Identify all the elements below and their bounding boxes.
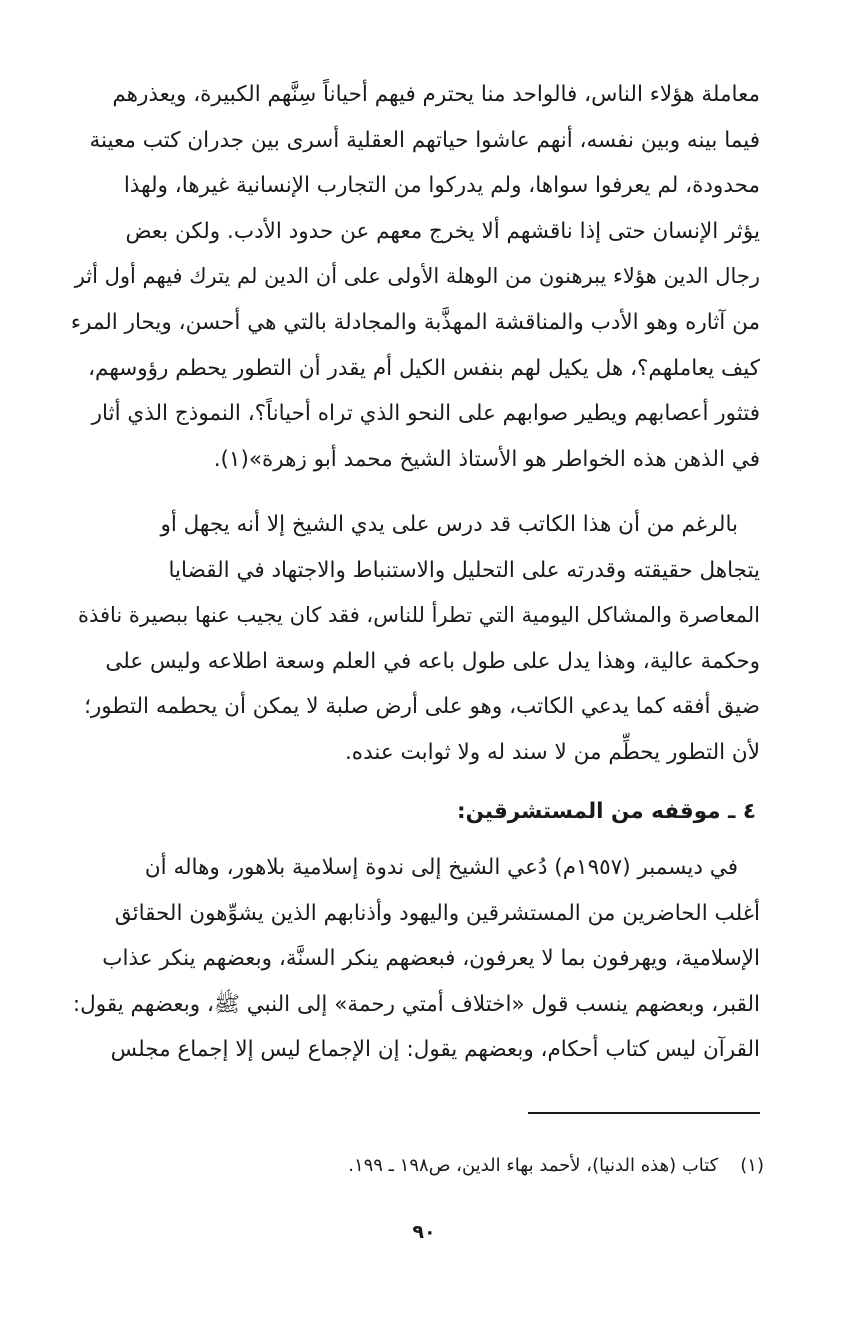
footnote bbox=[348, 1150, 764, 1182]
text-line: كيف يعاملهم؟، هل يكيل لهم بنفس الكيل أم يقدر أن التطور يحطم رؤوسهم، bbox=[88, 355, 760, 381]
text-line: القرآن ليس كتاب أحكام، وبعضهم يقول: إن الإجماع ليس إلا إجماع مجلس bbox=[110, 1037, 760, 1063]
text-line: أغلب الحاضرين من المستشرقين واليهود وأذنابهم الذين يشوِّهون الحقائق bbox=[114, 900, 760, 926]
footnote-divider bbox=[528, 1112, 760, 1114]
text-line: الإسلامية، ويهرفون بما لا يعرفون، فبعضهم ينكر السنَّة، وبعضهم ينكر عذاب bbox=[102, 946, 760, 972]
text-line: محدودة، لم يعرفوا سواها، ولم يدركوا من التجارب الإنسانية غيرها، ولهذا bbox=[123, 173, 760, 199]
text-line: معاملة هؤلاء الناس، فالواحد منا يحترم فيهم أحياناً سِنَّهم الكبيرة، ويعذرهم bbox=[112, 82, 760, 107]
section-heading: ٤ ـ موقفه من المستشرقين: bbox=[456, 799, 756, 824]
text-line: القبر، وبعضهم ينسب قول «اختلاف أمتي رحمة» إلى النبي ﷺ، وبعضهم يقول: bbox=[72, 991, 760, 1017]
text-line: رجال الدين هؤلاء يبرهنون من الوهلة الأولى على أن الدين لم يترك فيهم أول أثر bbox=[74, 264, 760, 289]
footnote-number: (١) bbox=[740, 1155, 764, 1176]
main-paragraph bbox=[68, 502, 760, 776]
text-line: من آثاره وهو الأدب والمناقشة المهذَّبة والمجادلة بالتي هي أحسن، ويحار المرء bbox=[70, 309, 760, 335]
text-line: ضيق أفقه كما يدعي الكاتب، وهو على أرض صلبة لا يمكن أن يحطمه التطور؛ bbox=[84, 694, 760, 720]
text-line: لأن التطور يحطِّم من لا سند له ولا ثوابت عنده. bbox=[344, 739, 760, 765]
text-line: يؤثر الإنسان حتى إذا ناقشهم ألا يخرج معهم عن حدود الأدب. ولكن بعض bbox=[125, 218, 760, 244]
text-line: المعاصرة والمشاكل اليومية التي تطرأ للناس، فقد كان يجيب عنها ببصيرة نافذة bbox=[77, 603, 760, 628]
section-paragraph bbox=[68, 845, 760, 1073]
text-line: فتثور أعصابهم ويطير صوابهم على النحو الذي تراه أحياناً؟، النموذج الذي أثار bbox=[91, 401, 760, 427]
text-line: فيما بينه وبين نفسه، أنهم عاشوا حياتهم العقلية أسرى بين جدران كتب معينة bbox=[89, 127, 760, 153]
text-line: في الذهن هذه الخواطر هو الأستاذ الشيخ محمد أبو زهرة»(١). bbox=[213, 446, 760, 472]
text-line: في ديسمبر (١٩٥٧م) دُعي الشيخ إلى ندوة إسلامية بلاهور، وهاله أن bbox=[144, 855, 738, 880]
footnote-text: كتاب (هذه الدنيا)، لأحمد بهاء الدين، ص١٩٨ ـ ١٩٩. bbox=[348, 1155, 719, 1176]
text-line: يتجاهل حقيقته وقدرته على التحليل والاستنباط والاجتهاد في القضايا bbox=[168, 557, 760, 583]
page-number: ٩٠ bbox=[412, 1221, 436, 1243]
quote-paragraph bbox=[68, 72, 760, 482]
text-line: بالرغم من أن هذا الكاتب قد درس على يدي الشيخ إلا أنه يجهل أو bbox=[160, 512, 738, 537]
text-line: وحكمة عالية، وهذا يدل على طول باعه في العلم وسعة اطلاعه وليس على bbox=[105, 648, 760, 674]
